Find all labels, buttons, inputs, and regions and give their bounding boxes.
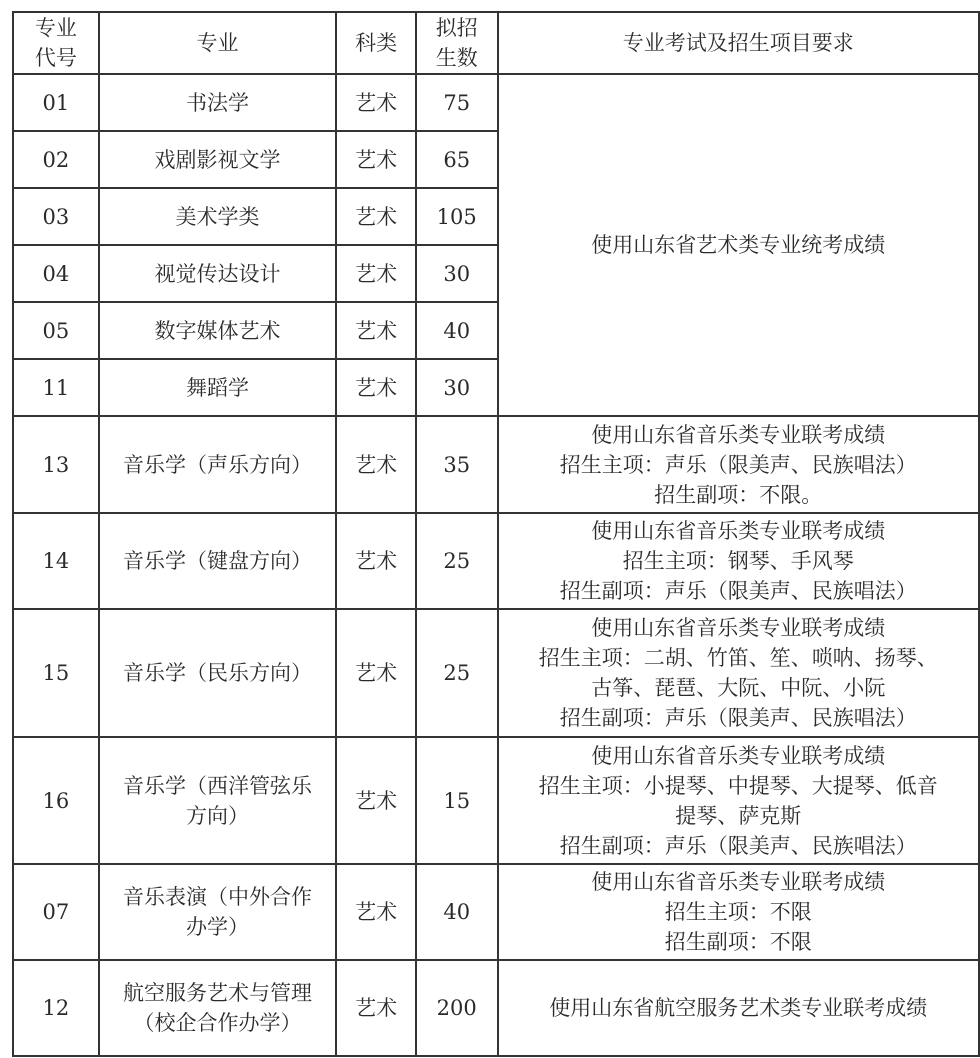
code-cell: 12 — [13, 960, 99, 1056]
merged-requirement-cell: 使用山东省艺术类专业统考成绩 — [498, 74, 979, 416]
category-cell: 艺术 — [336, 960, 416, 1056]
code-cell: 07 — [13, 864, 99, 960]
category-cell: 艺术 — [336, 416, 416, 513]
quota-cell: 200 — [416, 960, 498, 1056]
table-row — [13, 960, 979, 1056]
admission-table — [12, 11, 980, 1057]
table-row — [13, 74, 979, 131]
category-cell: 艺术 — [336, 74, 416, 131]
category-cell: 艺术 — [336, 864, 416, 960]
requirement-cell: 使用山东省音乐类专业联考成绩 招生主项：不限 招生副项：不限 — [498, 864, 979, 960]
requirement-cell: 使用山东省音乐类专业联考成绩 招生主项：小提琴、中提琴、大提琴、低音 提琴、萨克斯 招生副项：声乐（限美声、民族唱法） — [498, 737, 979, 864]
quota-cell: 25 — [416, 513, 498, 609]
table-row — [13, 609, 979, 737]
major-cell: 美术学类 — [99, 188, 337, 245]
quota-cell: 65 — [416, 131, 498, 188]
code-cell: 14 — [13, 513, 99, 609]
major-cell: 戏剧影视文学 — [99, 131, 337, 188]
code-cell: 15 — [13, 609, 99, 737]
quota-cell: 75 — [416, 74, 498, 131]
quota-cell: 30 — [416, 245, 498, 302]
quota-cell: 105 — [416, 188, 498, 245]
major-cell: 音乐学（民乐方向） — [99, 609, 337, 737]
major-cell: 音乐学（西洋管弦乐 方向） — [99, 737, 337, 864]
quota-cell: 15 — [416, 737, 498, 864]
quota-cell: 30 — [416, 359, 498, 416]
code-cell: 02 — [13, 131, 99, 188]
major-cell: 音乐学（声乐方向） — [99, 416, 337, 513]
code-cell: 05 — [13, 302, 99, 359]
category-cell: 艺术 — [336, 302, 416, 359]
table-row — [13, 416, 979, 513]
code-cell: 03 — [13, 188, 99, 245]
code-cell: 04 — [13, 245, 99, 302]
category-cell: 艺术 — [336, 188, 416, 245]
requirement-cell: 使用山东省音乐类专业联考成绩 招生主项：钢琴、手风琴 招生副项：声乐（限美声、民族唱法） — [498, 513, 979, 609]
quota-cell: 35 — [416, 416, 498, 513]
category-cell: 艺术 — [336, 131, 416, 188]
category-cell: 艺术 — [336, 359, 416, 416]
quota-cell: 25 — [416, 609, 498, 737]
major-cell: 音乐表演（中外合作 办学） — [99, 864, 337, 960]
header-code: 专业 代号 — [13, 12, 99, 74]
code-cell: 11 — [13, 359, 99, 416]
requirement-cell: 使用山东省音乐类专业联考成绩 招生主项：二胡、竹笛、笙、唢呐、扬琴、 古筝、琵琶、大阮、中阮、小阮 招生副项：声乐（限美声、民族唱法） — [498, 609, 979, 737]
table-row — [13, 513, 979, 609]
major-cell: 航空服务艺术与管理 （校企合作办学） — [99, 960, 337, 1056]
category-cell: 艺术 — [336, 609, 416, 737]
header-quota: 拟招 生数 — [416, 12, 498, 74]
table-row — [13, 864, 979, 960]
code-cell: 16 — [13, 737, 99, 864]
quota-cell: 40 — [416, 302, 498, 359]
requirement-cell: 使用山东省音乐类专业联考成绩 招生主项：声乐（限美声、民族唱法） 招生副项：不限。 — [498, 416, 979, 513]
major-cell: 视觉传达设计 — [99, 245, 337, 302]
major-cell: 数字媒体艺术 — [99, 302, 337, 359]
quota-cell: 40 — [416, 864, 498, 960]
major-cell: 舞蹈学 — [99, 359, 337, 416]
table-row — [13, 737, 979, 864]
header-major: 专业 — [99, 12, 337, 74]
category-cell: 艺术 — [336, 513, 416, 609]
header-category: 科类 — [336, 12, 416, 74]
requirement-cell: 使用山东省航空服务艺术类专业联考成绩 — [498, 960, 979, 1056]
category-cell: 艺术 — [336, 737, 416, 864]
category-cell: 艺术 — [336, 245, 416, 302]
major-cell: 书法学 — [99, 74, 337, 131]
header-requirement: 专业考试及招生项目要求 — [498, 12, 979, 74]
header-row — [13, 12, 979, 74]
code-cell: 13 — [13, 416, 99, 513]
major-cell: 音乐学（键盘方向） — [99, 513, 337, 609]
code-cell: 01 — [13, 74, 99, 131]
